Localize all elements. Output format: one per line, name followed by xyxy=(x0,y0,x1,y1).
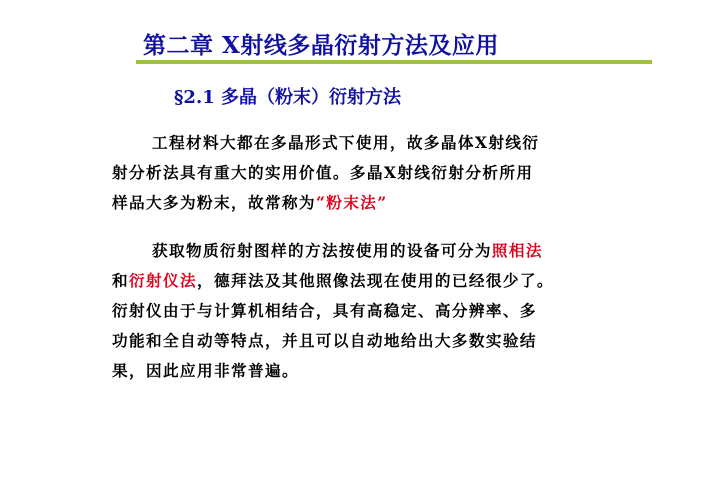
paragraph2-line2 xyxy=(112,266,622,296)
paragraph2-line4: 功能和全自动等特点，并且可以自动地给出大多数实验结 xyxy=(112,331,537,350)
paragraph2-line1-text: 获取物质衍射图样的方法按使用的设备可分为 xyxy=(152,241,492,260)
paragraph1-line3 xyxy=(112,188,622,218)
diffractometer-method-term: 衍射仪法 xyxy=(129,271,197,290)
paragraph2-line1 xyxy=(112,236,622,266)
page-title: 第二章 X射线多晶衍射方法及应用 xyxy=(143,32,499,59)
title-underline xyxy=(136,60,652,64)
paragraph2-line2-suffix: ，德拜法及其他照像法现在使用的已经很少了。 xyxy=(196,271,554,290)
paragraph1-line2: 射分析法具有重大的实用价值。多晶X射线衍射分析所用 xyxy=(112,163,534,182)
paragraph-powder-method xyxy=(112,128,622,218)
paragraph2-line5: 果，因此应用非常普遍。 xyxy=(112,361,299,380)
paragraph1-line3-text: 样品大多为粉末，故常称为 xyxy=(112,193,316,212)
paragraph2-line3: 衍射仪由于与计算机相结合，具有高稳定、高分辨率、多 xyxy=(112,301,537,320)
section-heading: §2.1 多晶（粉末）衍射方法 xyxy=(174,87,401,108)
paragraph1-line1: 工程材料大都在多晶形式下使用，故多晶体X射线衍 xyxy=(152,133,540,152)
photographic-method-term: 照相法 xyxy=(491,241,543,260)
powder-method-term: “粉末法” xyxy=(315,193,388,212)
paragraph2-line2-prefix: 和 xyxy=(112,271,129,290)
paragraph-methods xyxy=(112,236,622,386)
